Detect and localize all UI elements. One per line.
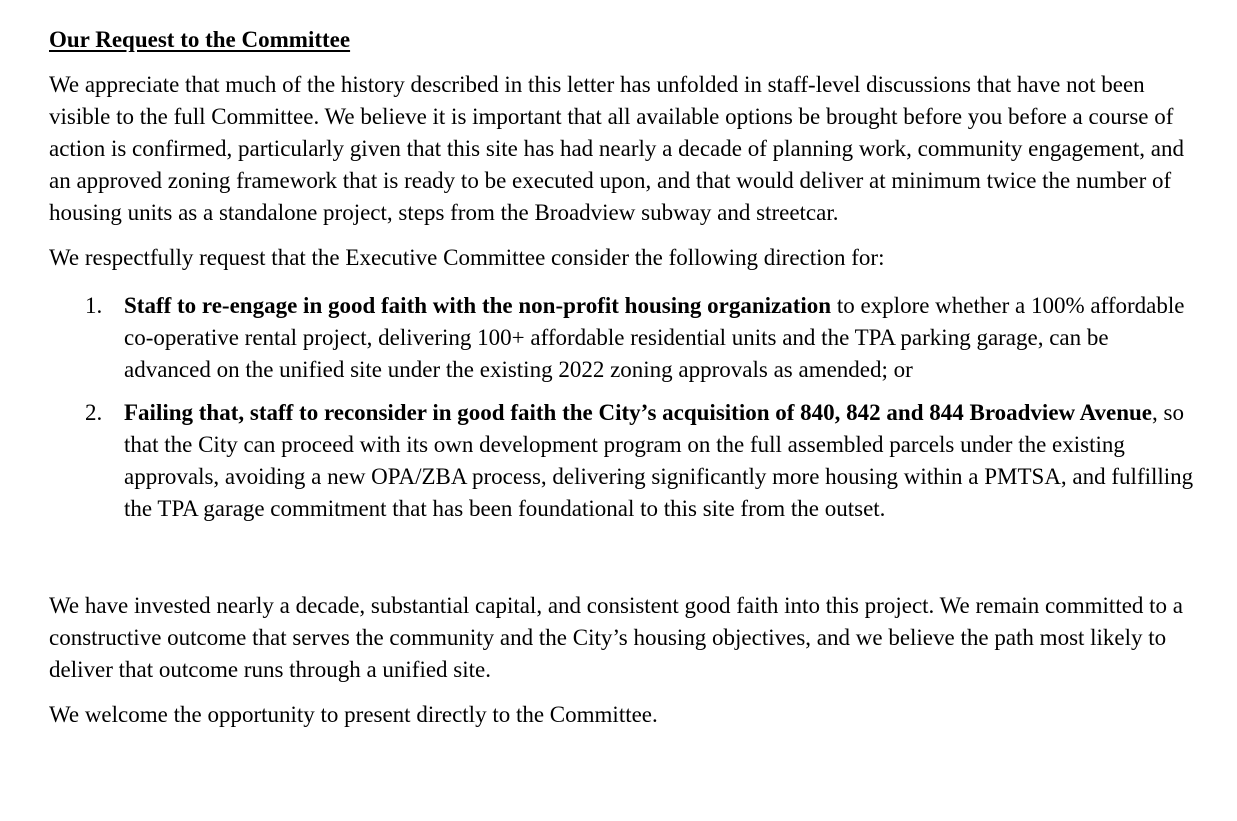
list-item xyxy=(49,397,1199,525)
letter-body xyxy=(49,24,1199,744)
request-paragraph: We respectfully request that the Executive Committee consider the following direction for: xyxy=(49,245,885,270)
list-item-bold-text: Staff to re-engage in good faith with the non-profit housing organization xyxy=(124,293,832,318)
intro-paragraph: We appreciate that much of the history described in this letter has unfolded in staff-level discussions that have not been visible to the full Committee. We believe it is important that all available options be brought before you before a course of action is confirmed, particularly given that this site has had nearly a decade of planning work, community engagement, and an approved zoning framework that is ready to be executed upon, and that would deliver at minimum twice the number of housing units as a standalone project, steps from the Broadview subway and streetcar. xyxy=(49,72,1184,225)
paragraph-spacer xyxy=(49,536,1199,590)
list-item-number: 2. xyxy=(85,400,103,425)
request-list xyxy=(49,290,1199,525)
list-item-text: to explore whether a 100% affordable co-operative rental project, delivering 100+ affordable residential units and the TPA parking garage, can be advanced on the unified site under the existing 2022 zoning approvals as amended; or xyxy=(124,293,1185,382)
list-item-bold-text: Failing that, staff to reconsider in good faith the City’s acquisition of 840, 842 and 844 Broadview Avenue xyxy=(124,400,1153,425)
section-heading: Our Request to the Committee xyxy=(49,27,351,52)
list-item xyxy=(49,290,1199,386)
final-paragraph: We welcome the opportunity to present directly to the Committee. xyxy=(49,702,658,727)
closing-paragraph: We have invested nearly a decade, substantial capital, and consistent good faith into this project. We remain committed to a constructive outcome that serves the community and the City’s housing objectives, and we believe the path most likely to deliver that outcome runs through a unified site. xyxy=(49,593,1184,682)
list-item-text: , so that the City can proceed with its own development program on the full assembled parcels under the existing approvals, avoiding a new OPA/ZBA process, delivering significantly more housing within a PMTSA, and fulfilling the TPA garage commitment that has been foundational to this site from the outset. xyxy=(124,400,1194,521)
list-item-number: 1. xyxy=(85,293,103,318)
